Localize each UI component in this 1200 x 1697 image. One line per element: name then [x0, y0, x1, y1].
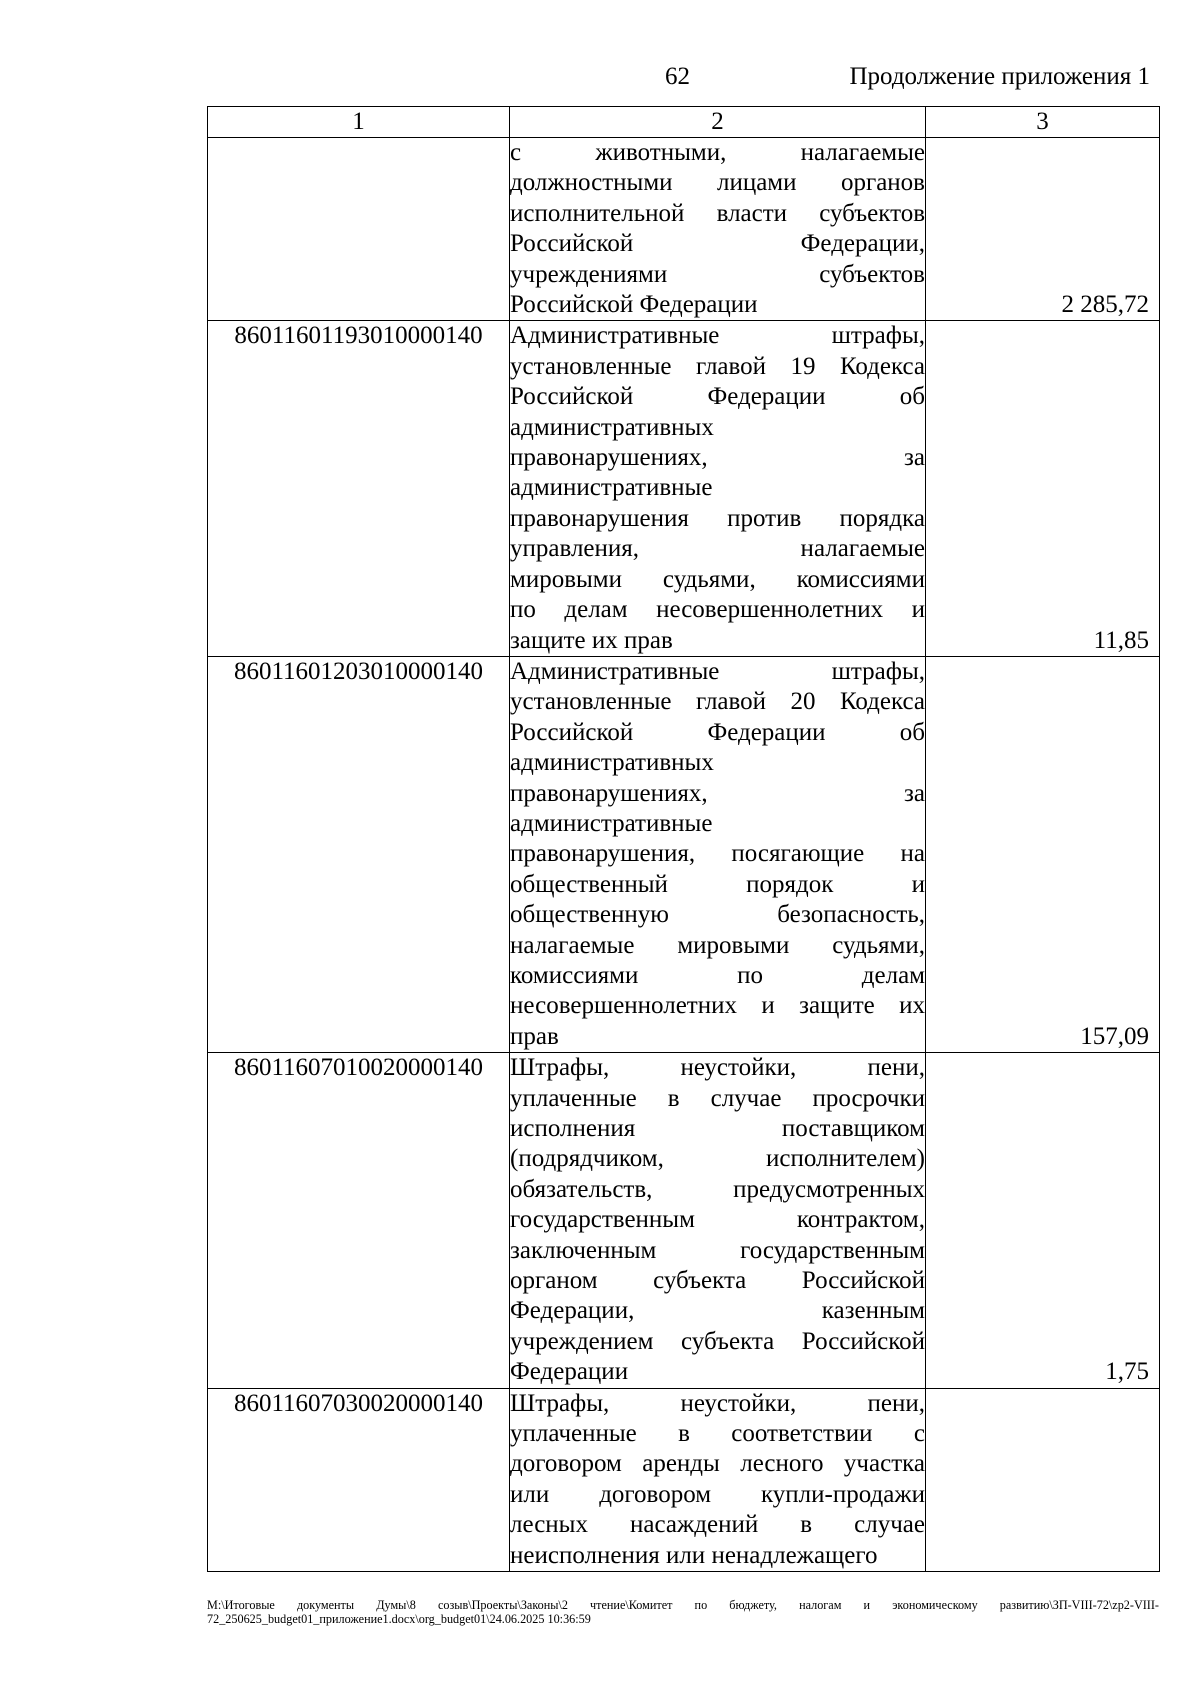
description-line: правонарушения против порядка	[510, 504, 925, 532]
description-line: Российской Федерации об	[510, 383, 925, 411]
file-path-footer	[207, 1598, 1159, 1626]
description-line: общественную безопасность,	[510, 901, 925, 929]
description-line: установленные главой 19 Кодекса	[510, 352, 925, 380]
description-line: административные	[510, 474, 713, 502]
description-line: Административные штрафы,	[510, 322, 925, 350]
description-line: (подрядчиком, исполнителем)	[510, 1145, 925, 1173]
description-line: уплаченные в случае просрочки	[510, 1084, 925, 1112]
description-line: по делам несовершеннолетних и	[510, 596, 925, 624]
amount-cell	[926, 656, 1160, 1052]
description-cell	[510, 656, 926, 1052]
description-line: заключенным государственным	[510, 1236, 925, 1264]
budget-code-cell: 86011601203010000140	[208, 656, 510, 1052]
budget-code-cell: 86011607030020000140	[208, 1388, 510, 1571]
description-line: Российской Федерации	[510, 291, 758, 319]
budget-code-cell	[208, 138, 510, 321]
description-line: правонарушениях, за	[510, 779, 925, 807]
description-line: комиссиями по делам	[510, 961, 925, 989]
description-line: должностными лицами органов	[510, 169, 925, 197]
description-line: Российской Федерации об	[510, 718, 925, 746]
table-header-row	[208, 107, 1160, 138]
description-line: административные	[510, 809, 713, 837]
description-line: общественный порядок и	[510, 870, 925, 898]
footer-line-1: M:\Итоговые документы Думы\8 созыв\Проекты\Законы\2 чтение\Комитет по бюджету, налогам и экономическому развитию\ЗП-VIII-72\zp2-VIII-	[207, 1598, 1159, 1612]
description-line: несовершеннолетних и защите их	[510, 992, 925, 1020]
description-line: государственным контрактом,	[510, 1206, 925, 1234]
amount-cell	[926, 1388, 1160, 1571]
description-line: Штрафы, неустойки, пени,	[510, 1389, 925, 1417]
description-line: управления, налагаемые	[510, 535, 925, 563]
description-line: мировыми судьями, комиссиями	[510, 565, 925, 593]
description-line: административных	[510, 749, 714, 777]
description-line: учреждениями субъектов	[510, 260, 925, 288]
description-line: налагаемые мировыми судьями,	[510, 931, 925, 959]
continuation-title: Продолжение приложения 1	[849, 63, 1150, 90]
table-row	[208, 656, 1160, 1052]
description-line: защите их прав	[510, 626, 673, 654]
description-line: неисполнения или ненадлежащего	[510, 1541, 878, 1569]
description-line: Штрафы, неустойки, пени,	[510, 1054, 925, 1082]
amount-cell	[926, 321, 1160, 656]
description-line: установленные главой 20 Кодекса	[510, 688, 925, 716]
budget-code-cell: 86011601193010000140	[208, 321, 510, 656]
description-line: Административные штрафы,	[510, 657, 925, 685]
page-number: 62	[665, 63, 690, 90]
description-line: учреждением субъекта Российской	[510, 1327, 925, 1355]
description-line: с животными, налагаемые	[510, 139, 925, 166]
table-row	[208, 138, 1160, 321]
amount-value: 11,85	[1093, 626, 1149, 654]
description-line: исполнительной власти субъектов	[510, 199, 925, 227]
column-header-3: 3	[926, 107, 1160, 138]
budget-code-cell: 86011607010020000140	[208, 1053, 510, 1388]
description-line: лесных насаждений в случае	[510, 1511, 925, 1539]
table-row	[208, 1053, 1160, 1388]
amount-cell	[926, 138, 1160, 321]
description-line: Российской Федерации,	[510, 230, 925, 258]
description-cell	[510, 1388, 926, 1571]
amount-value: 2 285,72	[1061, 291, 1149, 319]
table-row	[208, 321, 1160, 656]
description-cell	[510, 321, 926, 656]
table-row	[208, 1388, 1160, 1571]
description-line: Федерации	[510, 1358, 629, 1386]
description-cell	[510, 1053, 926, 1388]
description-line: Федерации, казенным	[510, 1297, 925, 1325]
description-line: правонарушения, посягающие на	[510, 840, 925, 868]
amount-value: 157,09	[1080, 1022, 1149, 1050]
column-header-2: 2	[510, 107, 926, 138]
amount-value: 1,75	[1105, 1358, 1149, 1386]
column-header-1: 1	[208, 107, 510, 138]
budget-table	[207, 106, 1160, 1572]
description-line: договором аренды лесного участка	[510, 1450, 925, 1478]
description-line: исполнения поставщиком	[510, 1115, 925, 1142]
description-line: прав	[510, 1022, 559, 1050]
description-line: или договором купли-продажи	[510, 1480, 925, 1508]
footer-line-2: 72_250625_budget01_приложение1.docx\org_budget01\24.06.2025 10:36:59	[207, 1612, 591, 1626]
description-line: административных	[510, 413, 714, 441]
description-line: правонарушениях, за	[510, 444, 925, 472]
description-line: обязательств, предусмотренных	[510, 1175, 925, 1203]
description-line: уплаченные в соответствии с	[510, 1420, 925, 1448]
description-cell	[510, 138, 926, 321]
description-line: органом субъекта Российской	[510, 1267, 925, 1295]
amount-cell	[926, 1053, 1160, 1388]
